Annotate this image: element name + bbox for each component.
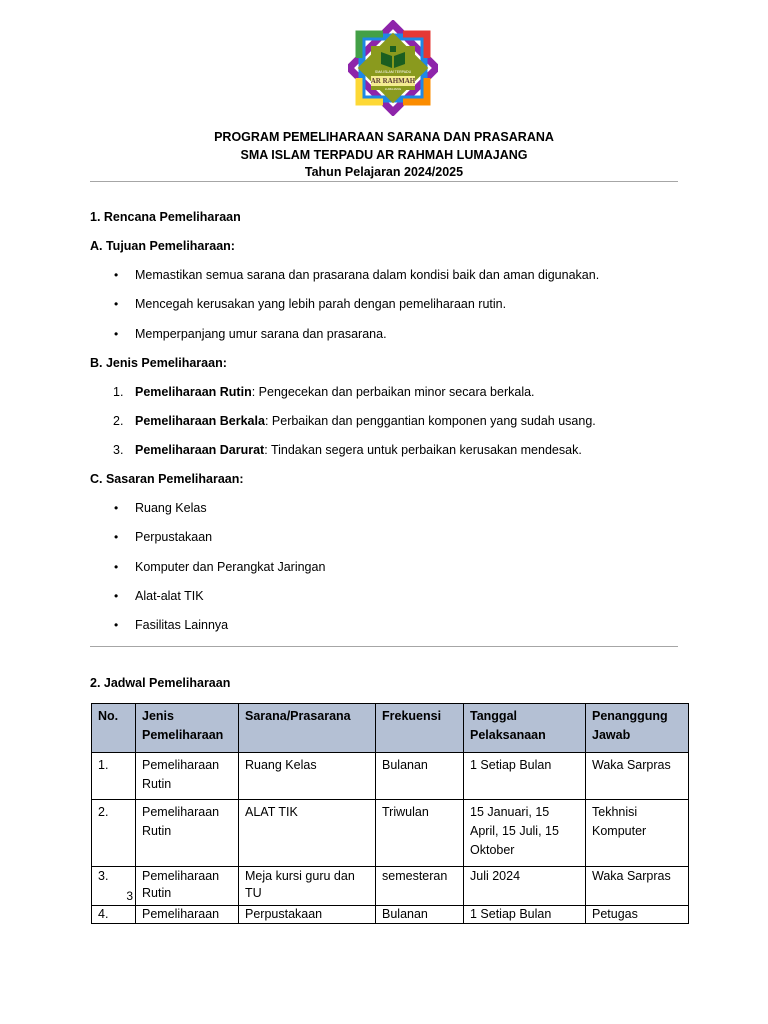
col-header-type: Jenis Pemeliharaan — [136, 704, 239, 753]
cell-pic: Tekhnisi Komputer — [586, 800, 689, 867]
type-item-desc: : Perbaikan dan penggantian komponen yang sudah usang. — [264, 414, 596, 428]
cell-no: 1. — [92, 753, 136, 800]
cell-type: Pemeliharaan Rutin — [136, 867, 239, 906]
cell-frequency: Bulanan — [376, 753, 464, 800]
table-row — [92, 906, 689, 924]
section2-title: 2. Jadwal Pemeliharaan — [90, 676, 231, 690]
bullet-icon: • — [114, 501, 119, 515]
section-c-title: C. Sasaran Pemeliharaan: — [90, 472, 244, 486]
cell-type: Pemeliharaan Rutin — [136, 753, 239, 800]
cell-facility: ALAT TIK — [239, 800, 376, 867]
bullet-icon: • — [114, 268, 119, 282]
col-header-frequency: Frekuensi — [376, 704, 464, 753]
doc-title-line1: PROGRAM PEMELIHARAAN SARANA DAN PRASARANA — [214, 130, 554, 144]
type-item-desc: : Tindakan segera untuk perbaikan kerusakan mendesak. — [264, 443, 582, 457]
section-a-title: A. Tujuan Pemeliharaan: — [90, 239, 235, 253]
type-item-name: Pemeliharaan Berkala — [135, 414, 265, 428]
goal-item: Memastikan semua sarana dan prasarana dalam kondisi baik dan aman digunakan. — [135, 268, 600, 282]
type-item-num: 2. — [113, 414, 124, 428]
cell-date: 15 Januari, 15 April, 15 Juli, 15 Oktober — [464, 800, 586, 867]
type-item-num: 1. — [113, 385, 124, 399]
page-number-mark: 3 — [126, 889, 133, 903]
doc-title-line2: SMA ISLAM TERPADU AR RAHMAH LUMAJANG — [240, 148, 528, 162]
schedule-table — [91, 703, 689, 924]
cell-frequency: semesteran — [376, 867, 464, 906]
cell-facility: Ruang Kelas — [239, 753, 376, 800]
cell-date: Juli 2024 — [464, 867, 586, 906]
col-header-date: Tanggal Pelaksanaan — [464, 704, 586, 753]
target-item: Ruang Kelas — [135, 501, 207, 515]
cell-facility: Meja kursi guru dan TU — [239, 867, 376, 906]
cell-frequency: Bulanan — [376, 906, 464, 924]
type-item-name: Pemeliharaan Darurat — [135, 443, 265, 457]
table-row — [92, 800, 689, 867]
cell-no: 3. — [98, 869, 109, 883]
type-item-desc: : Pengecekan dan perbaikan minor secara berkala. — [251, 385, 535, 399]
type-item — [135, 385, 535, 399]
bullet-icon: • — [114, 589, 119, 603]
col-header-no: No. — [92, 704, 136, 753]
section-b-title: B. Jenis Pemeliharaan: — [90, 356, 227, 370]
doc-title-line3: Tahun Pelajaran 2024/2025 — [304, 165, 464, 179]
bullet-icon: • — [114, 560, 119, 574]
bullet-icon: • — [114, 327, 119, 341]
cell-type: Pemeliharaan Rutin — [136, 800, 239, 867]
goal-item: Mencegah kerusakan yang lebih parah dengan pemeliharaan rutin. — [135, 297, 507, 311]
type-item-name: Pemeliharaan Rutin — [135, 385, 252, 399]
section-divider — [90, 646, 678, 647]
table-row — [92, 753, 689, 800]
cell-no: 4. — [92, 906, 136, 924]
cell-date: 1 Setiap Bulan — [464, 906, 586, 924]
target-item: Fasilitas Lainnya — [135, 618, 229, 632]
cell-type: Pemeliharaan — [136, 906, 239, 924]
logo-text-main: AR RAHMAH — [370, 77, 416, 85]
header-divider — [90, 181, 678, 182]
logo-text-top: SMA ISLAM TERPADU — [374, 70, 412, 74]
bullet-icon: • — [114, 297, 119, 311]
table-header-row — [92, 704, 689, 753]
table-row — [92, 867, 689, 906]
col-header-facility: Sarana/Prasarana — [239, 704, 376, 753]
cell-no: 2. — [92, 800, 136, 867]
section1-title: 1. Rencana Pemeliharaan — [90, 210, 241, 224]
school-logo — [348, 20, 438, 116]
cell-pic: Waka Sarpras — [586, 867, 689, 906]
type-item — [135, 414, 596, 428]
target-item: Komputer dan Perangkat Jaringan — [135, 560, 326, 574]
col-header-pic: Penanggung Jawab — [586, 704, 689, 753]
logo-text-bottom: LUMAJANG — [384, 87, 402, 91]
target-item: Perpustakaan — [135, 530, 213, 544]
goal-item: Memperpanjang umur sarana dan prasarana. — [135, 327, 387, 341]
cell-pic: Waka Sarpras — [586, 753, 689, 800]
cell-no-wrap — [92, 867, 136, 906]
cell-facility: Perpustakaan — [239, 906, 376, 924]
type-item — [135, 443, 582, 457]
cell-frequency: Triwulan — [376, 800, 464, 867]
cell-date: 1 Setiap Bulan — [464, 753, 586, 800]
cell-pic: Petugas — [586, 906, 689, 924]
type-item-num: 3. — [113, 443, 124, 457]
bullet-icon: • — [114, 530, 119, 544]
bullet-icon: • — [114, 618, 119, 632]
target-item: Alat-alat TIK — [135, 589, 204, 603]
